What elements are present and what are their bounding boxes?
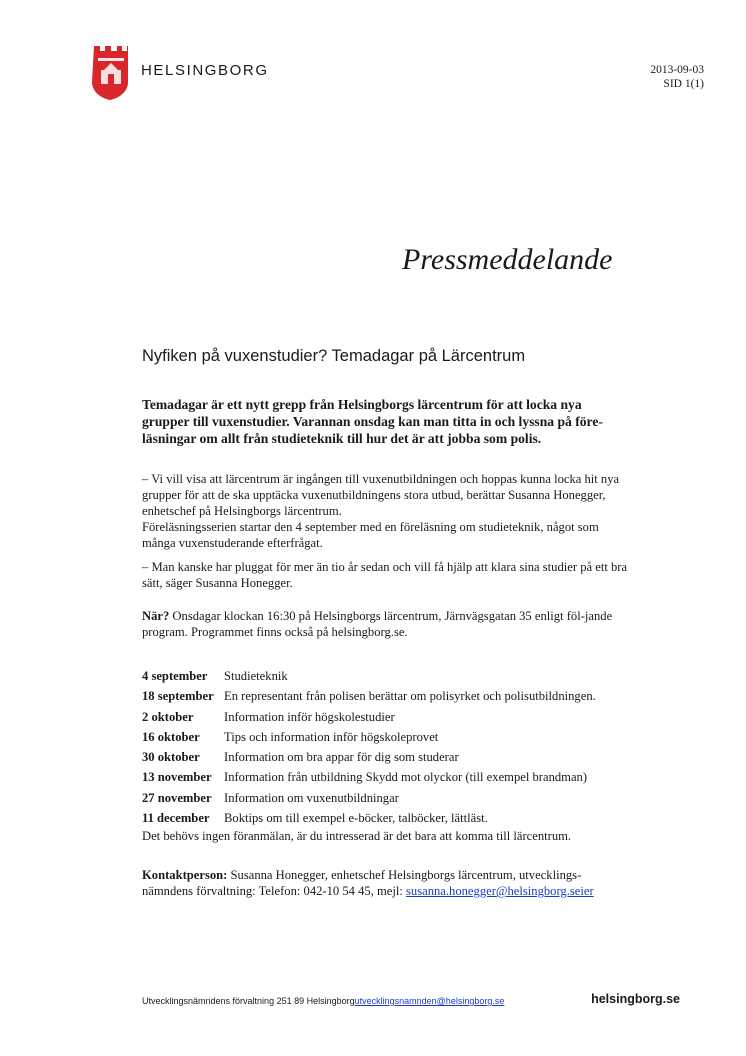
schedule-topic: Studieteknik: [224, 669, 288, 683]
schedule-row: [142, 727, 596, 747]
schedule-date: 13 november: [142, 770, 212, 785]
contact-label: Kontaktperson:: [142, 868, 228, 882]
schedule-date: 30 oktober: [142, 750, 200, 765]
schedule-topic: Information om bra appar för dig som studerar: [224, 750, 459, 765]
schedule-date: 11 december: [142, 811, 210, 826]
when-text: Onsdagar klockan 16:30 på Helsingborgs lärcentrum, Järnvägsgatan 35 enligt föl-jande program. Programmet finns också på helsingborg.se.: [142, 609, 613, 639]
schedule-date: 18 september: [142, 689, 214, 704]
schedule-topic: Information från utbildning Skydd mot olyckor (till exempel brandman): [224, 770, 588, 785]
press-headline: Nyfiken på vuxenstudier? Temadagar på Lärcentrum: [142, 347, 526, 365]
document-type-heading: Pressmeddelande: [402, 243, 613, 276]
schedule-topic: Tips och information inför högskoleprovet: [224, 729, 439, 744]
lead-paragraph: Temadagar är ett nytt grepp från Helsingborgs lärcentrum för att locka nya grupper till vuxenstudier. Varannan onsdag kan man titta in och lyssna på före-läsningar om allt från studieteknik till hur det är att jobba som polis.: [142, 397, 603, 446]
footer-address: [142, 996, 504, 1006]
schedule-row: [142, 788, 596, 808]
schedule-date: 2 oktober: [142, 709, 194, 724]
contact-paragraph: [142, 867, 632, 899]
contact-email-link[interactable]: susanna.honegger@helsingborg.seier: [406, 884, 594, 898]
footer-email-link[interactable]: utvecklingsnamnden@helsingborg.se: [354, 996, 505, 1006]
schedule-row: [142, 767, 596, 787]
contact-text: Susanna Honegger, enhetschef Helsingborgs lärcentrum, utvecklings-nämndens förvaltning: Telefon: 042-10 54 45, mejl:: [142, 868, 582, 898]
helsingborg-crest-logo: [92, 44, 130, 100]
schedule-row: [142, 686, 596, 706]
body-paragraph: Föreläsningsserien startar den 4 september med en föreläsning om studieteknik, något som många vuxenstuderande efterfrågat.: [142, 520, 599, 550]
when-label: När?: [142, 609, 170, 623]
org-name: HELSINGBORG: [141, 62, 269, 79]
schedule-date: 16 oktober: [142, 729, 200, 744]
schedule-topic: Information inför högskolestudier: [224, 709, 395, 724]
schedule-date: 27 november: [142, 790, 212, 805]
footer-address-text: Utvecklingsnämndens förvaltning 251 89 Helsingborg: [142, 996, 355, 1006]
body-paragraph: – Vi vill visa att lärcentrum är ingången till vuxenutbildningen och hoppas kunna locka hit nya grupper för att de ska upptäcka vuxenutbildningens stora utbud, berättar Susanna Honegger, enhetschef på Helsingborgs lärcentrum.: [142, 472, 620, 518]
schedule-date: 4 september: [142, 669, 208, 683]
document-meta: [650, 63, 704, 91]
document-date: 2013-09-03: [650, 64, 704, 76]
schedule-topic: En representant från polisen berättar om polisyrket och polisutbildningen.: [224, 689, 596, 704]
schedule-row: [142, 666, 596, 686]
page-number: SID 1(1): [663, 78, 704, 90]
schedule-topic: Boktips om till exempel e-böcker, talböcker, lättläst.: [224, 811, 488, 826]
when-paragraph: [142, 608, 622, 640]
schedule-row: [142, 707, 596, 727]
schedule-topic: Information om vuxenutbildningar: [224, 790, 399, 805]
schedule-row: [142, 808, 596, 828]
closing-note: Det behövs ingen föranmälan, är du intresserad är det bara att komma till lärcentrum.: [142, 829, 572, 843]
body-paragraph: – Man kanske har pluggat för mer än tio år sedan och vill få hjälp att klara sina studier på ett bra sätt, säger Susanna Honegger.: [142, 560, 628, 590]
footer-website: helsingborg.se: [591, 992, 680, 1006]
schedule-row: [142, 747, 596, 767]
schedule-list: [142, 666, 596, 828]
